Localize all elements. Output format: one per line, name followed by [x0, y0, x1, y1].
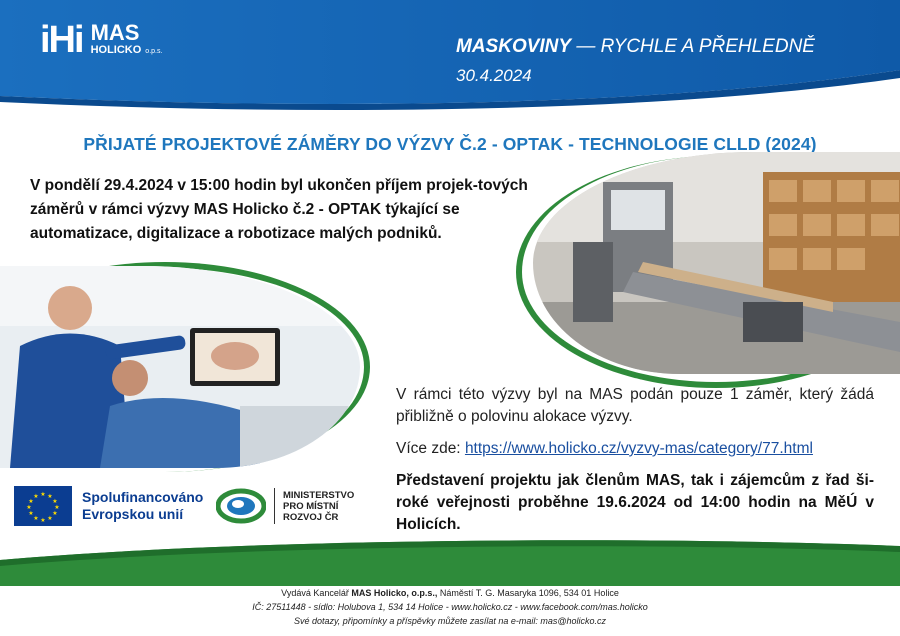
svg-text:★: ★: [28, 510, 34, 517]
svg-text:★: ★: [33, 515, 39, 522]
dentist-photo: [0, 266, 360, 468]
mmr-line-3: ROZVOJ ČR: [283, 511, 339, 523]
svg-text:★: ★: [47, 493, 53, 500]
footer-email-note: Své dotazy, připomínky a příspěvky můžete zasílat na e-mail: mas@holicko.cz: [293, 616, 607, 626]
issue-date: 30.4.2024: [456, 66, 532, 85]
svg-text:★: ★: [33, 493, 39, 500]
logo-sub: HOLICKO o.p.s.: [90, 44, 163, 56]
intro-paragraph: V pondělí 29.4.2024 v 15:00 hodin byl ukončen příjem projek-tových záměrů v rámci výzvy MAS Holicko č.2 - OPTAK týkající se automatizace, digitalizace a robotizace malých podniků.: [30, 177, 528, 242]
eu-flag-icon: [14, 486, 72, 526]
call-details-link[interactable]: https://www.holicko.cz/vyzvy-mas/category/77.html: [464, 440, 813, 457]
svg-text:★: ★: [26, 504, 32, 511]
body-paragraph-more: Více zde: https://www.holicko.cz/vyzvy-mas/category/77.html: [396, 440, 813, 457]
logo-name: MAS: [90, 20, 140, 45]
header-banner: [0, 0, 900, 112]
mmr-logo: [216, 488, 354, 524]
svg-text:★: ★: [40, 517, 46, 524]
footer-contacts: IČ: 27511448 - sídlo: Holubova 1, 534 14 Holice - www.holicko.cz - www.facebook.com/mas.holicko: [252, 602, 648, 612]
svg-text:★: ★: [52, 510, 58, 517]
eu-line-1: Spolufinancováno: [82, 489, 204, 505]
mmr-line-1: MINISTERSTVO: [283, 489, 355, 501]
logo-mark: iHi: [40, 19, 83, 61]
article-title: PŘIJATÉ PROJEKTOVÉ ZÁMĚRY DO VÝZVY Č.2 - OPTAK - TECHNOLOGIE CLLD (2024): [83, 134, 817, 154]
footer-wave: [0, 536, 900, 586]
svg-text:★: ★: [28, 498, 34, 505]
body-paragraph-3: Představení projektu jak členům MAS, tak i zájemcům z řad ši-roké veřejnosti proběhne 19.6.2024 od 14:00 hodin na MěÚ v Holicích.: [396, 472, 874, 533]
mas-holicko-logo[interactable]: [40, 20, 162, 60]
footer: [0, 586, 900, 628]
footer-publisher: Vydává Kancelář MAS Holicko, o.p.s., Náměstí T. G. Masaryka 1096, 534 01 Holice: [281, 588, 619, 598]
packaging-machine-photo: [533, 152, 900, 374]
newsletter-tagline: MASKOVINY — RYCHLE A PŘEHLEDNĚ: [456, 36, 815, 57]
eu-cofinanced-logo: [14, 486, 203, 526]
body-paragraph-1: V rámci této výzvy byl na MAS podán pouze 1 záměr, který žádá přibližně o polovinu alokace výzvy.: [396, 386, 874, 425]
eu-line-2: Evropskou unií: [82, 506, 184, 522]
article-body: [396, 384, 874, 546]
mmr-line-2: PRO MÍSTNÍ: [283, 500, 339, 512]
mmr-divider: [274, 488, 275, 524]
svg-text:★: ★: [47, 515, 53, 522]
svg-text:★: ★: [40, 491, 46, 498]
mmr-emblem-icon: [216, 488, 266, 524]
svg-text:★: ★: [52, 498, 58, 505]
svg-text:★: ★: [54, 504, 60, 511]
